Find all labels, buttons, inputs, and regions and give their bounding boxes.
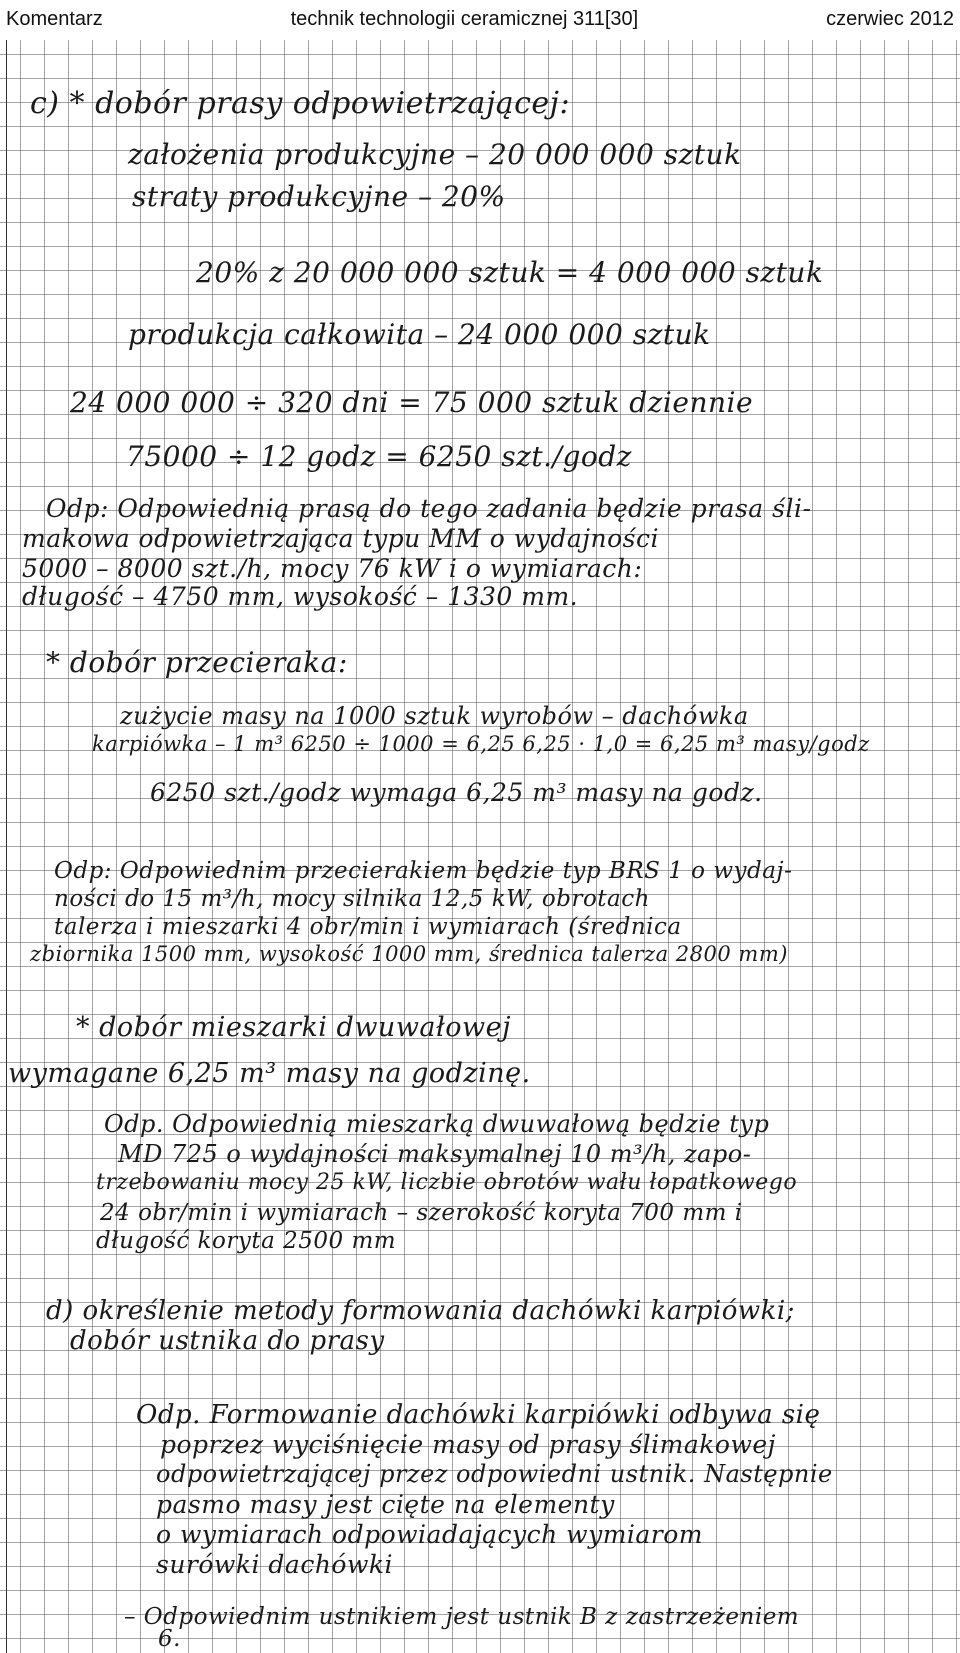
text-line: surówki dachówki [156,1550,394,1579]
text-line: założenia produkcyjne – 20 000 000 sztuk [128,138,742,171]
text-line: odpowietrzającej przez odpowiedni ustnik. Następnie [156,1460,833,1488]
text-line: 24 000 000 ÷ 320 dni = 75 000 sztuk dziennie [70,386,754,419]
text-line: – Odpowiednim ustnikiem jest ustnik B z zastrzeżeniem [124,1604,800,1630]
header-right: czerwiec 2012 [826,7,954,30]
text-line: makowa odpowietrzająca typu MM o wydajności [22,524,659,553]
text-line: ności do 15 m³/h, mocy silnika 12,5 kW, obrotach [54,886,650,912]
text-line: Odp. Formowanie dachówki karpiówki odbywa się [136,1400,821,1430]
section-heading: * dobór mieszarki dwuwałowej [76,1012,511,1043]
text-line: poprzez wyciśnięcie masy od prasy ślimakowej [160,1430,776,1459]
text-line: 6250 szt./godz wymaga 6,25 m³ masy na godz. [150,778,763,807]
text-line: 6. [158,1626,181,1652]
text-line: 75000 ÷ 12 godz = 6250 szt./godz [126,440,632,473]
text-line: trzebowaniu mocy 25 kW, liczbie obrotów wału łopatkowego [96,1170,798,1195]
text-line: 24 obr/min i wymiarach – szerokość koryta 700 mm i [100,1200,743,1226]
header-center: technik technologii ceramicznej 311[30] [290,7,639,30]
text-line: Odp: Odpowiednią prasą do tego zadania będzie prasa śli- [46,494,812,523]
text-line: talerza i mieszarki 4 obr/min i wymiarach (średnica [54,914,682,940]
section-d-heading: d) określenie metody formowania dachówki karpiówki; [46,1296,795,1326]
section-heading: * dobór przecieraka: [46,646,348,679]
text-line: Odp: Odpowiednim przecierakiem będzie typ BRS 1 o wydaj- [54,858,793,884]
text-line: długość koryta 2500 mm [96,1228,397,1254]
text-line: pasmo masy jest cięte na elementy [156,1490,615,1519]
text-line: zużycie masy na 1000 sztuk wyrobów – dachówka [120,702,749,730]
text-line: wymagane 6,25 m³ masy na godzinę. [8,1058,531,1089]
text-line: 20% z 20 000 000 sztuk = 4 000 000 sztuk [196,256,824,289]
text-line: Odp. Odpowiednią mieszarką dwuwałową będzie typ [104,1110,770,1138]
page-header [0,0,960,38]
section-d-heading: dobór ustnika do prasy [70,1326,385,1356]
text-line: 5000 – 8000 szt./h, mocy 76 kW i o wymiarach: [22,554,643,583]
text-line: zbiornika 1500 mm, wysokość 1000 mm, średnica talerza 2800 mm) [30,942,788,966]
text-line: karpiówka – 1 m³ 6250 ÷ 1000 = 6,25 6,25 · 1,0 = 6,25 m³ masy/godz [92,732,870,756]
header-left: Komentarz [6,7,103,30]
text-line: straty produkcyjne – 20% [132,180,506,213]
text-line: o wymiarach odpowiadających wymiarom [156,1520,704,1549]
text-line: produkcja całkowita – 24 000 000 sztuk [128,318,711,351]
section-c-heading: c) * dobór prasy odpowietrzającej: [30,86,571,121]
text-line: długość – 4750 mm, wysokość – 1330 mm. [22,582,579,611]
text-line: MD 725 o wydajności maksymalnej 10 m³/h, zapo- [118,1140,752,1168]
